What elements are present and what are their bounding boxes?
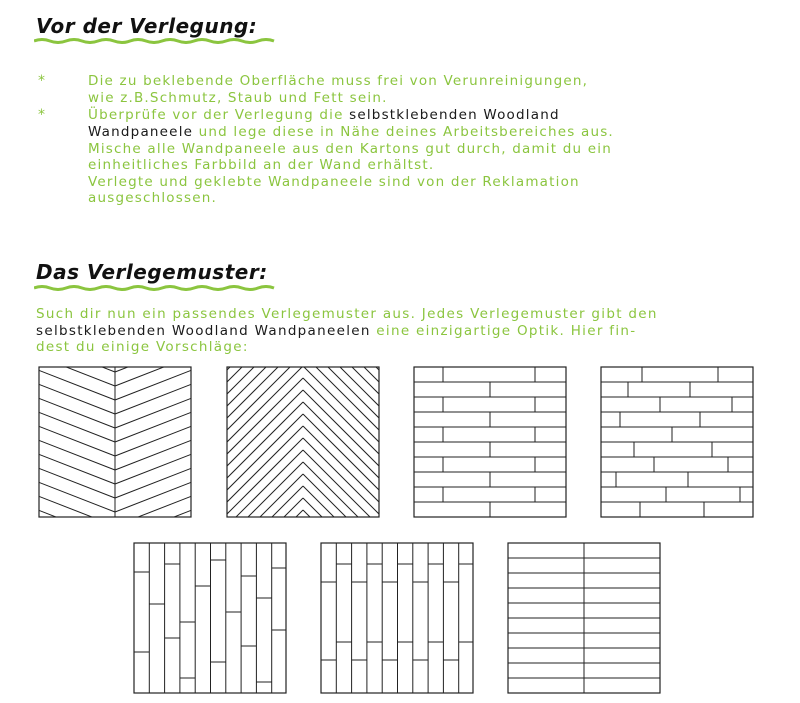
pattern-line bbox=[303, 390, 380, 467]
pattern-line bbox=[38, 454, 115, 484]
pattern-line bbox=[226, 426, 303, 503]
intro-line1: Such dir nun ein passendes Verlegemuster aus. Jedes Verlegemuster gibt den bbox=[36, 306, 658, 322]
heading-underline bbox=[34, 285, 288, 291]
pattern-line bbox=[115, 468, 192, 498]
pattern-horizontal-planks bbox=[507, 542, 661, 694]
pattern-line bbox=[115, 482, 192, 512]
pattern-vertical-staggered bbox=[133, 542, 287, 694]
pattern-line bbox=[38, 482, 115, 512]
bullet2-line2 bbox=[88, 124, 614, 141]
pattern-line bbox=[303, 474, 380, 518]
intro-line2 bbox=[36, 323, 636, 340]
pattern-vertical-staggered-regular bbox=[320, 542, 474, 694]
pattern-line bbox=[38, 398, 115, 428]
pattern-chevron-down bbox=[38, 366, 192, 518]
pattern-line bbox=[38, 370, 115, 400]
bullet2-line4: einheitliches Farbbild an der Wand erhältst. bbox=[88, 157, 435, 173]
pattern-line bbox=[38, 366, 115, 386]
pattern-line bbox=[303, 438, 380, 515]
bullet1-line1: Die zu beklebende Oberfläche muss frei von Verunreinigungen, bbox=[88, 73, 589, 89]
pattern-line bbox=[115, 366, 192, 386]
pattern-line bbox=[115, 370, 192, 400]
pattern-brick-half-offset bbox=[413, 366, 567, 518]
bullet-marker: * bbox=[38, 73, 45, 89]
pattern-line bbox=[303, 426, 380, 503]
pattern-line bbox=[226, 450, 303, 518]
pattern-line bbox=[226, 438, 303, 515]
section-heading-das-verlegemuster: Das Verlegemuster: bbox=[36, 260, 268, 284]
pattern-frame bbox=[227, 367, 379, 517]
bullet2-line5: Verlegte und geklebte Wandpaneele sind von der Reklamation bbox=[88, 174, 580, 190]
bullet1-line2: wie z.B.Schmutz, Staub und Fett sein. bbox=[88, 90, 388, 106]
brand-name: Wandpaneele bbox=[88, 124, 194, 140]
bullet2-line6: ausgeschlossen. bbox=[88, 190, 217, 206]
pattern-line bbox=[226, 474, 303, 518]
pattern-herringbone-up bbox=[226, 366, 380, 518]
pattern-line bbox=[226, 366, 303, 443]
pattern-line bbox=[303, 366, 380, 443]
pattern-line bbox=[38, 426, 115, 456]
bullet2-line1 bbox=[88, 107, 560, 124]
pattern-line bbox=[115, 440, 192, 470]
brand-name: selbstklebenden Woodland Wandpaneelen bbox=[36, 323, 371, 339]
pattern-line bbox=[226, 366, 303, 431]
pattern-line bbox=[38, 468, 115, 498]
bullet2-line2-text: und lege diese in Nähe deines Arbeitsbereiches aus. bbox=[193, 124, 614, 140]
pattern-line bbox=[38, 384, 115, 414]
heading-underline bbox=[34, 38, 280, 44]
section-heading-vor-der-verlegung: Vor der Verlegung: bbox=[36, 14, 258, 38]
pattern-line bbox=[303, 378, 380, 455]
pattern-line bbox=[226, 402, 303, 479]
pattern-line bbox=[303, 366, 380, 431]
pattern-line bbox=[226, 378, 303, 455]
pattern-brick-irregular bbox=[600, 366, 754, 518]
pattern-line bbox=[115, 398, 192, 428]
pattern-line bbox=[38, 440, 115, 470]
intro-line2-text: eine einzigartige Optik. Hier fin- bbox=[370, 323, 637, 339]
pattern-line bbox=[115, 412, 192, 442]
pattern-line bbox=[115, 384, 192, 414]
bullet2-line1-text: Überprüfe vor der Verlegung die bbox=[88, 107, 350, 123]
pattern-line bbox=[303, 450, 380, 518]
bullet-marker: * bbox=[38, 107, 45, 123]
pattern-line bbox=[226, 390, 303, 467]
pattern-line bbox=[303, 414, 380, 491]
brand-name: selbstklebenden Woodland bbox=[349, 107, 560, 123]
bullet2-line3: Mische alle Wandpaneele aus den Kartons gut durch, damit du ein bbox=[88, 141, 612, 157]
pattern-line bbox=[38, 412, 115, 442]
pattern-line bbox=[115, 426, 192, 456]
pattern-line bbox=[115, 454, 192, 484]
intro-line3: dest du einige Vorschläge: bbox=[36, 339, 249, 355]
pattern-line bbox=[303, 402, 380, 479]
pattern-line bbox=[226, 414, 303, 491]
